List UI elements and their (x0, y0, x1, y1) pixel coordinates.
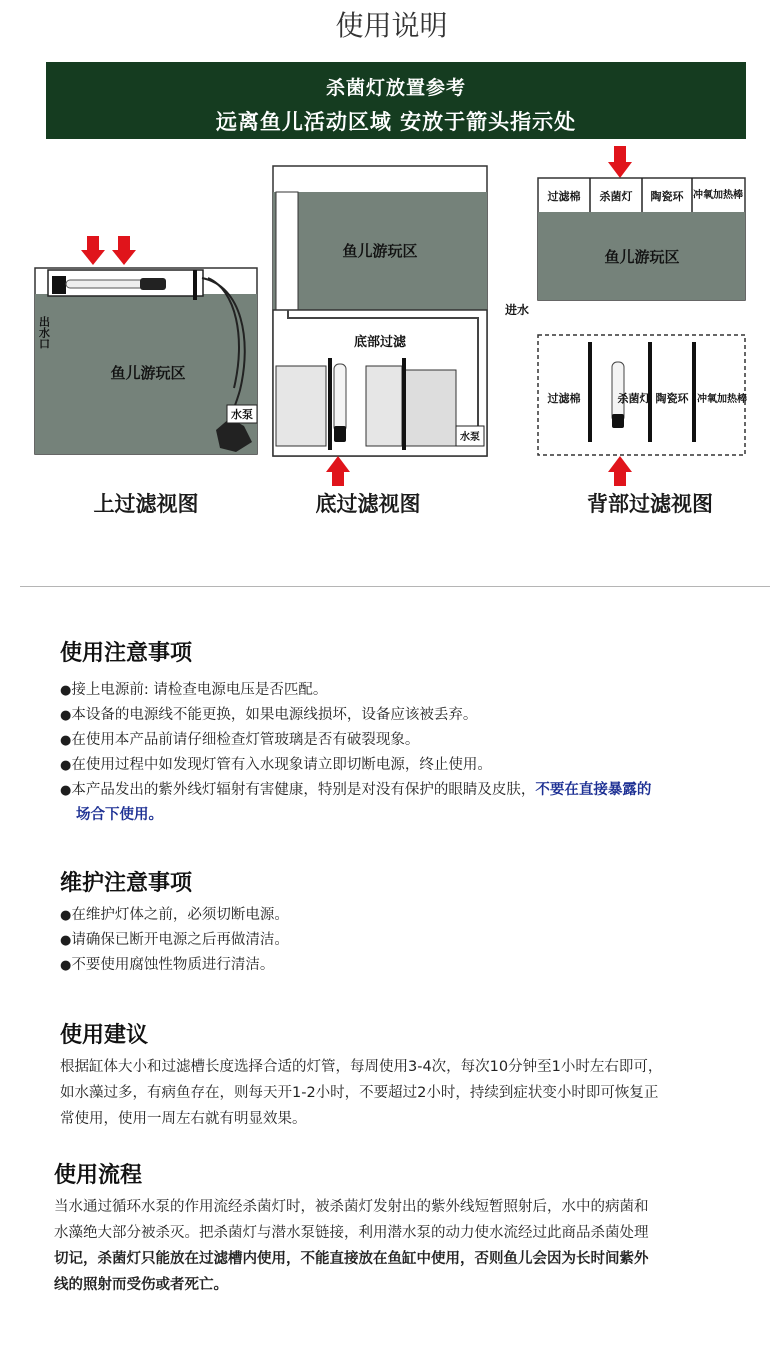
process-paragraph (54, 1194, 649, 1298)
advice-title: 使用建议 (60, 1023, 149, 1048)
list-item: ●本设备的电源线不能更换，如果电源线损坏，设备应该被丢弃。 (60, 707, 478, 723)
advice-line: 常使用，使用一周左右就有明显效果。 (60, 1111, 307, 1127)
list-item-continuation: 场合下使用。 (76, 807, 163, 823)
bottom-filter-label: 底部过滤 (353, 335, 407, 350)
process-title: 使用流程 (54, 1163, 143, 1188)
advice-paragraph (60, 1054, 662, 1132)
chamber-label-ceramic-ring: 陶瓷环 (655, 392, 689, 405)
top-label-ceramic-ring: 陶瓷环 (650, 190, 684, 203)
notes-list (60, 678, 651, 827)
list-item: ●在使用本产品前请仔细检查灯管玻璃是否有破裂现象。 (60, 732, 420, 748)
fish-area-label: 鱼儿游玩区 (110, 364, 186, 382)
fish-area-label: 鱼儿游玩区 (604, 248, 680, 266)
notes-title: 使用注意事项 (60, 641, 193, 666)
down-arrow-icon (608, 146, 632, 178)
chamber-label-lamp: 杀菌灯 (617, 392, 651, 405)
maintenance-list (60, 903, 289, 978)
process-line: 当水通过循环水泵的作用流经杀菌灯时，被杀菌灯发射出的紫外线短暂照射后，水中的病菌和 (54, 1199, 649, 1215)
section-divider (20, 586, 770, 587)
sterilizer-lamp-icon (334, 364, 346, 442)
outlet-label: 出水口 (37, 316, 51, 349)
advice-line: 如水藻过多，有病鱼存在，则每天开1-2小时，不要超过2小时，持续到症状变小时即可恢复正 (60, 1085, 659, 1101)
banner-title: 杀菌灯放置参考 (325, 77, 466, 99)
list-item: ●请确保已断开电源之后再做清洁。 (60, 932, 289, 948)
maintenance-title: 维护注意事项 (60, 871, 193, 896)
list-item: ●本产品发出的紫外线灯辐射有害健康，特别是对没有保护的眼睛及皮肤，不要在直接暴露的 (60, 782, 652, 798)
list-item: ●在使用过程中如发现灯管有入水现象请立即切断电源，终止使用。 (60, 757, 492, 773)
list-item: ●不要使用腐蚀性物质进行清洁。 (60, 957, 275, 973)
back-filter-caption: 背部过滤视图 (587, 492, 713, 516)
top-filter-caption: 上过滤视图 (93, 492, 199, 516)
process-line: 水藻绝大部分被杀灭。把杀菌灯与潜水泵链接，利用潜水泵的动力使水流经过此商品杀菌处理 (54, 1225, 649, 1241)
list-item: ●接上电源前: 请检查电源电压是否匹配。 (60, 682, 328, 698)
pump-label: 水泵 (460, 432, 480, 443)
pump-label: 水泵 (231, 408, 253, 421)
chamber-label-filter-cotton: 过滤棉 (547, 392, 581, 405)
down-arrow-icon (81, 236, 105, 265)
bottom-filter-caption: 底过滤视图 (315, 492, 421, 516)
up-arrow-icon (326, 456, 350, 486)
up-arrow-icon (608, 456, 632, 486)
banner-subtitle: 远离鱼儿活动区域 安放于箭头指示处 (215, 110, 577, 134)
placement-banner (46, 62, 746, 139)
process-warning-line: 线的照射而受伤或者死亡。 (54, 1277, 228, 1293)
page-title: 使用说明 (335, 9, 448, 42)
top-label-lamp: 杀菌灯 (599, 190, 633, 203)
advice-line: 根据缸体大小和过滤槽长度选择合适的灯管，每周使用3-4次，每次10分钟至1小时左右即可， (60, 1059, 663, 1075)
water-in-label: 进水 (505, 303, 530, 317)
top-label-filter-cotton: 过滤棉 (547, 190, 581, 203)
top-label-heater: 冲氧加热棒 (693, 190, 743, 201)
top-filter-diagram (30, 230, 262, 462)
back-filter-diagram (500, 140, 756, 492)
process-warning-line: 切记，杀菌灯只能放在过滤槽内使用，不能直接放在鱼缸中使用，否则鱼儿会因为长时间紫外 (54, 1251, 649, 1267)
sterilizer-lamp-icon (66, 278, 166, 290)
bottom-filter-diagram (268, 160, 500, 490)
fish-area-label: 鱼儿游玩区 (342, 242, 418, 260)
down-arrow-icon (112, 236, 136, 265)
list-item: ●在维护灯体之前，必须切断电源。 (60, 907, 289, 923)
chamber-label-heater: 冲氧加热棒 (697, 394, 747, 405)
